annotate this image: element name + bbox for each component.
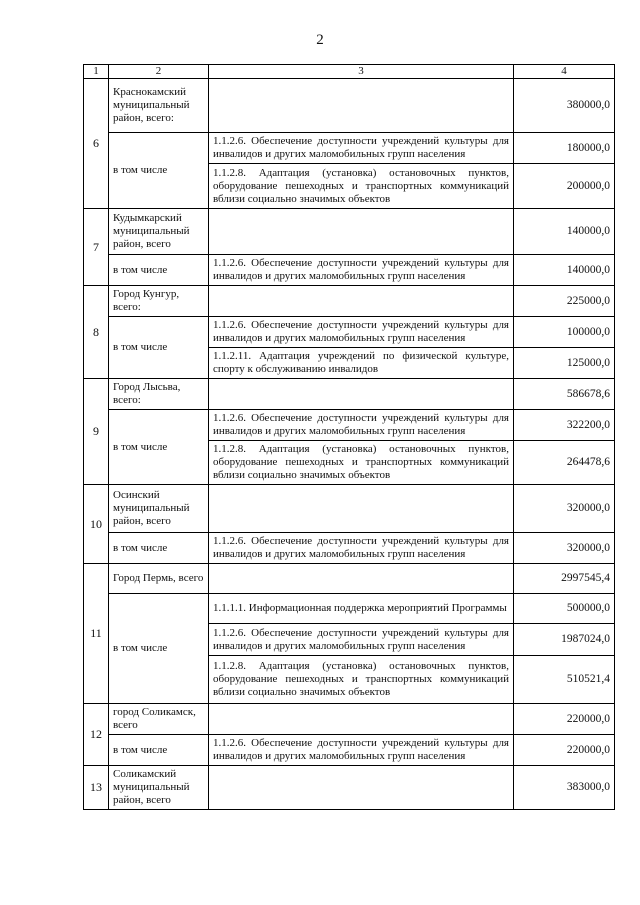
in-that-label: в том числе [109, 133, 209, 209]
empty-cell [209, 766, 514, 810]
activity-description: 1.1.2.6. Обеспечение доступности учреждений культуры для инвалидов и других маломобильных групп населения [209, 133, 514, 164]
total-value: 383000,0 [514, 766, 615, 810]
allocation-table [83, 64, 615, 810]
item-row [84, 133, 615, 164]
group-total-row [84, 485, 615, 533]
activity-value: 322200,0 [514, 410, 615, 441]
activity-description: 1.1.1.1. Информационная поддержка мероприятий Программы [209, 594, 514, 624]
item-row [84, 317, 615, 348]
total-value: 225000,0 [514, 286, 615, 317]
group-total-row [84, 766, 615, 810]
municipality-name: Соликамский муниципальный район, всего [109, 766, 209, 810]
header-col-3: 3 [209, 65, 514, 79]
item-row [84, 410, 615, 441]
activity-value: 220000,0 [514, 735, 615, 766]
activity-value: 180000,0 [514, 133, 615, 164]
activity-value: 200000,0 [514, 164, 615, 209]
group-total-row [84, 704, 615, 735]
header-row [84, 65, 615, 79]
total-value: 320000,0 [514, 485, 615, 533]
empty-cell [209, 286, 514, 317]
row-number: 10 [84, 485, 109, 564]
header-col-4: 4 [514, 65, 615, 79]
header-col-2: 2 [109, 65, 209, 79]
activity-description: 1.1.2.8. Адаптация (установка) остановочных пунктов, оборудование пешеходных и транспортных коммуникаций вблизи социально значимых объектов [209, 164, 514, 209]
row-number: 12 [84, 704, 109, 766]
total-value: 140000,0 [514, 209, 615, 255]
activity-description: 1.1.2.11. Адаптация учреждений по физической культуре, спорту к обслуживанию инвалидов [209, 348, 514, 379]
group-total-row [84, 209, 615, 255]
municipality-name: Осинский муниципальный район, всего [109, 485, 209, 533]
page-number: 2 [316, 32, 324, 48]
activity-description: 1.1.2.6. Обеспечение доступности учреждений культуры для инвалидов и других маломобильных групп населения [209, 533, 514, 564]
header-col-1: 1 [84, 65, 109, 79]
activity-value: 264478,6 [514, 441, 615, 485]
row-number: 8 [84, 286, 109, 379]
item-row [84, 594, 615, 624]
municipality-name: Город Пермь, всего [109, 564, 209, 594]
empty-cell [209, 485, 514, 533]
municipality-name: Город Лысьва, всего: [109, 379, 209, 410]
item-row [84, 533, 615, 564]
total-value: 586678,6 [514, 379, 615, 410]
activity-value: 320000,0 [514, 533, 615, 564]
in-that-label: в том числе [109, 255, 209, 286]
item-row [84, 735, 615, 766]
row-number: 6 [84, 79, 109, 209]
activity-description: 1.1.2.6. Обеспечение доступности учреждений культуры для инвалидов и других маломобильных групп населения [209, 735, 514, 766]
in-that-label: в том числе [109, 594, 209, 704]
in-that-label: в том числе [109, 735, 209, 766]
empty-cell [209, 564, 514, 594]
activity-description: 1.1.2.6. Обеспечение доступности учреждений культуры для инвалидов и других маломобильных групп населения [209, 410, 514, 441]
activity-value: 500000,0 [514, 594, 615, 624]
empty-cell [209, 379, 514, 410]
municipality-name: Краснокамский муниципальный район, всего: [109, 79, 209, 133]
municipality-name: Город Кунгур, всего: [109, 286, 209, 317]
activity-description: 1.1.2.6. Обеспечение доступности учреждений культуры для инвалидов и других маломобильных групп населения [209, 255, 514, 286]
in-that-label: в том числе [109, 533, 209, 564]
municipality-name: город Соликамск, всего [109, 704, 209, 735]
activity-value: 510521,4 [514, 656, 615, 704]
group-total-row [84, 564, 615, 594]
item-row [84, 255, 615, 286]
empty-cell [209, 704, 514, 735]
row-number: 7 [84, 209, 109, 286]
total-value: 2997545,4 [514, 564, 615, 594]
in-that-label: в том числе [109, 410, 209, 485]
in-that-label: в том числе [109, 317, 209, 379]
group-total-row [84, 79, 615, 133]
activity-description: 1.1.2.6. Обеспечение доступности учреждений культуры для инвалидов и других маломобильных групп населения [209, 624, 514, 656]
activity-value: 100000,0 [514, 317, 615, 348]
total-value: 380000,0 [514, 79, 615, 133]
activity-value: 140000,0 [514, 255, 615, 286]
activity-value: 1987024,0 [514, 624, 615, 656]
activity-description: 1.1.2.6. Обеспечение доступности учреждений культуры для инвалидов и других маломобильных групп населения [209, 317, 514, 348]
empty-cell [209, 209, 514, 255]
activity-value: 125000,0 [514, 348, 615, 379]
group-total-row [84, 379, 615, 410]
row-number: 13 [84, 766, 109, 810]
empty-cell [209, 79, 514, 133]
municipality-name: Кудымкарский муниципальный район, всего [109, 209, 209, 255]
activity-description: 1.1.2.8. Адаптация (установка) остановочных пунктов, оборудование пешеходных и транспортных коммуникаций вблизи социально значимых объектов [209, 441, 514, 485]
activity-description: 1.1.2.8. Адаптация (установка) остановочных пунктов, оборудование пешеходных и транспортных коммуникаций вблизи социально значимых объектов [209, 656, 514, 704]
row-number: 9 [84, 379, 109, 485]
group-total-row [84, 286, 615, 317]
row-number: 11 [84, 564, 109, 704]
total-value: 220000,0 [514, 704, 615, 735]
